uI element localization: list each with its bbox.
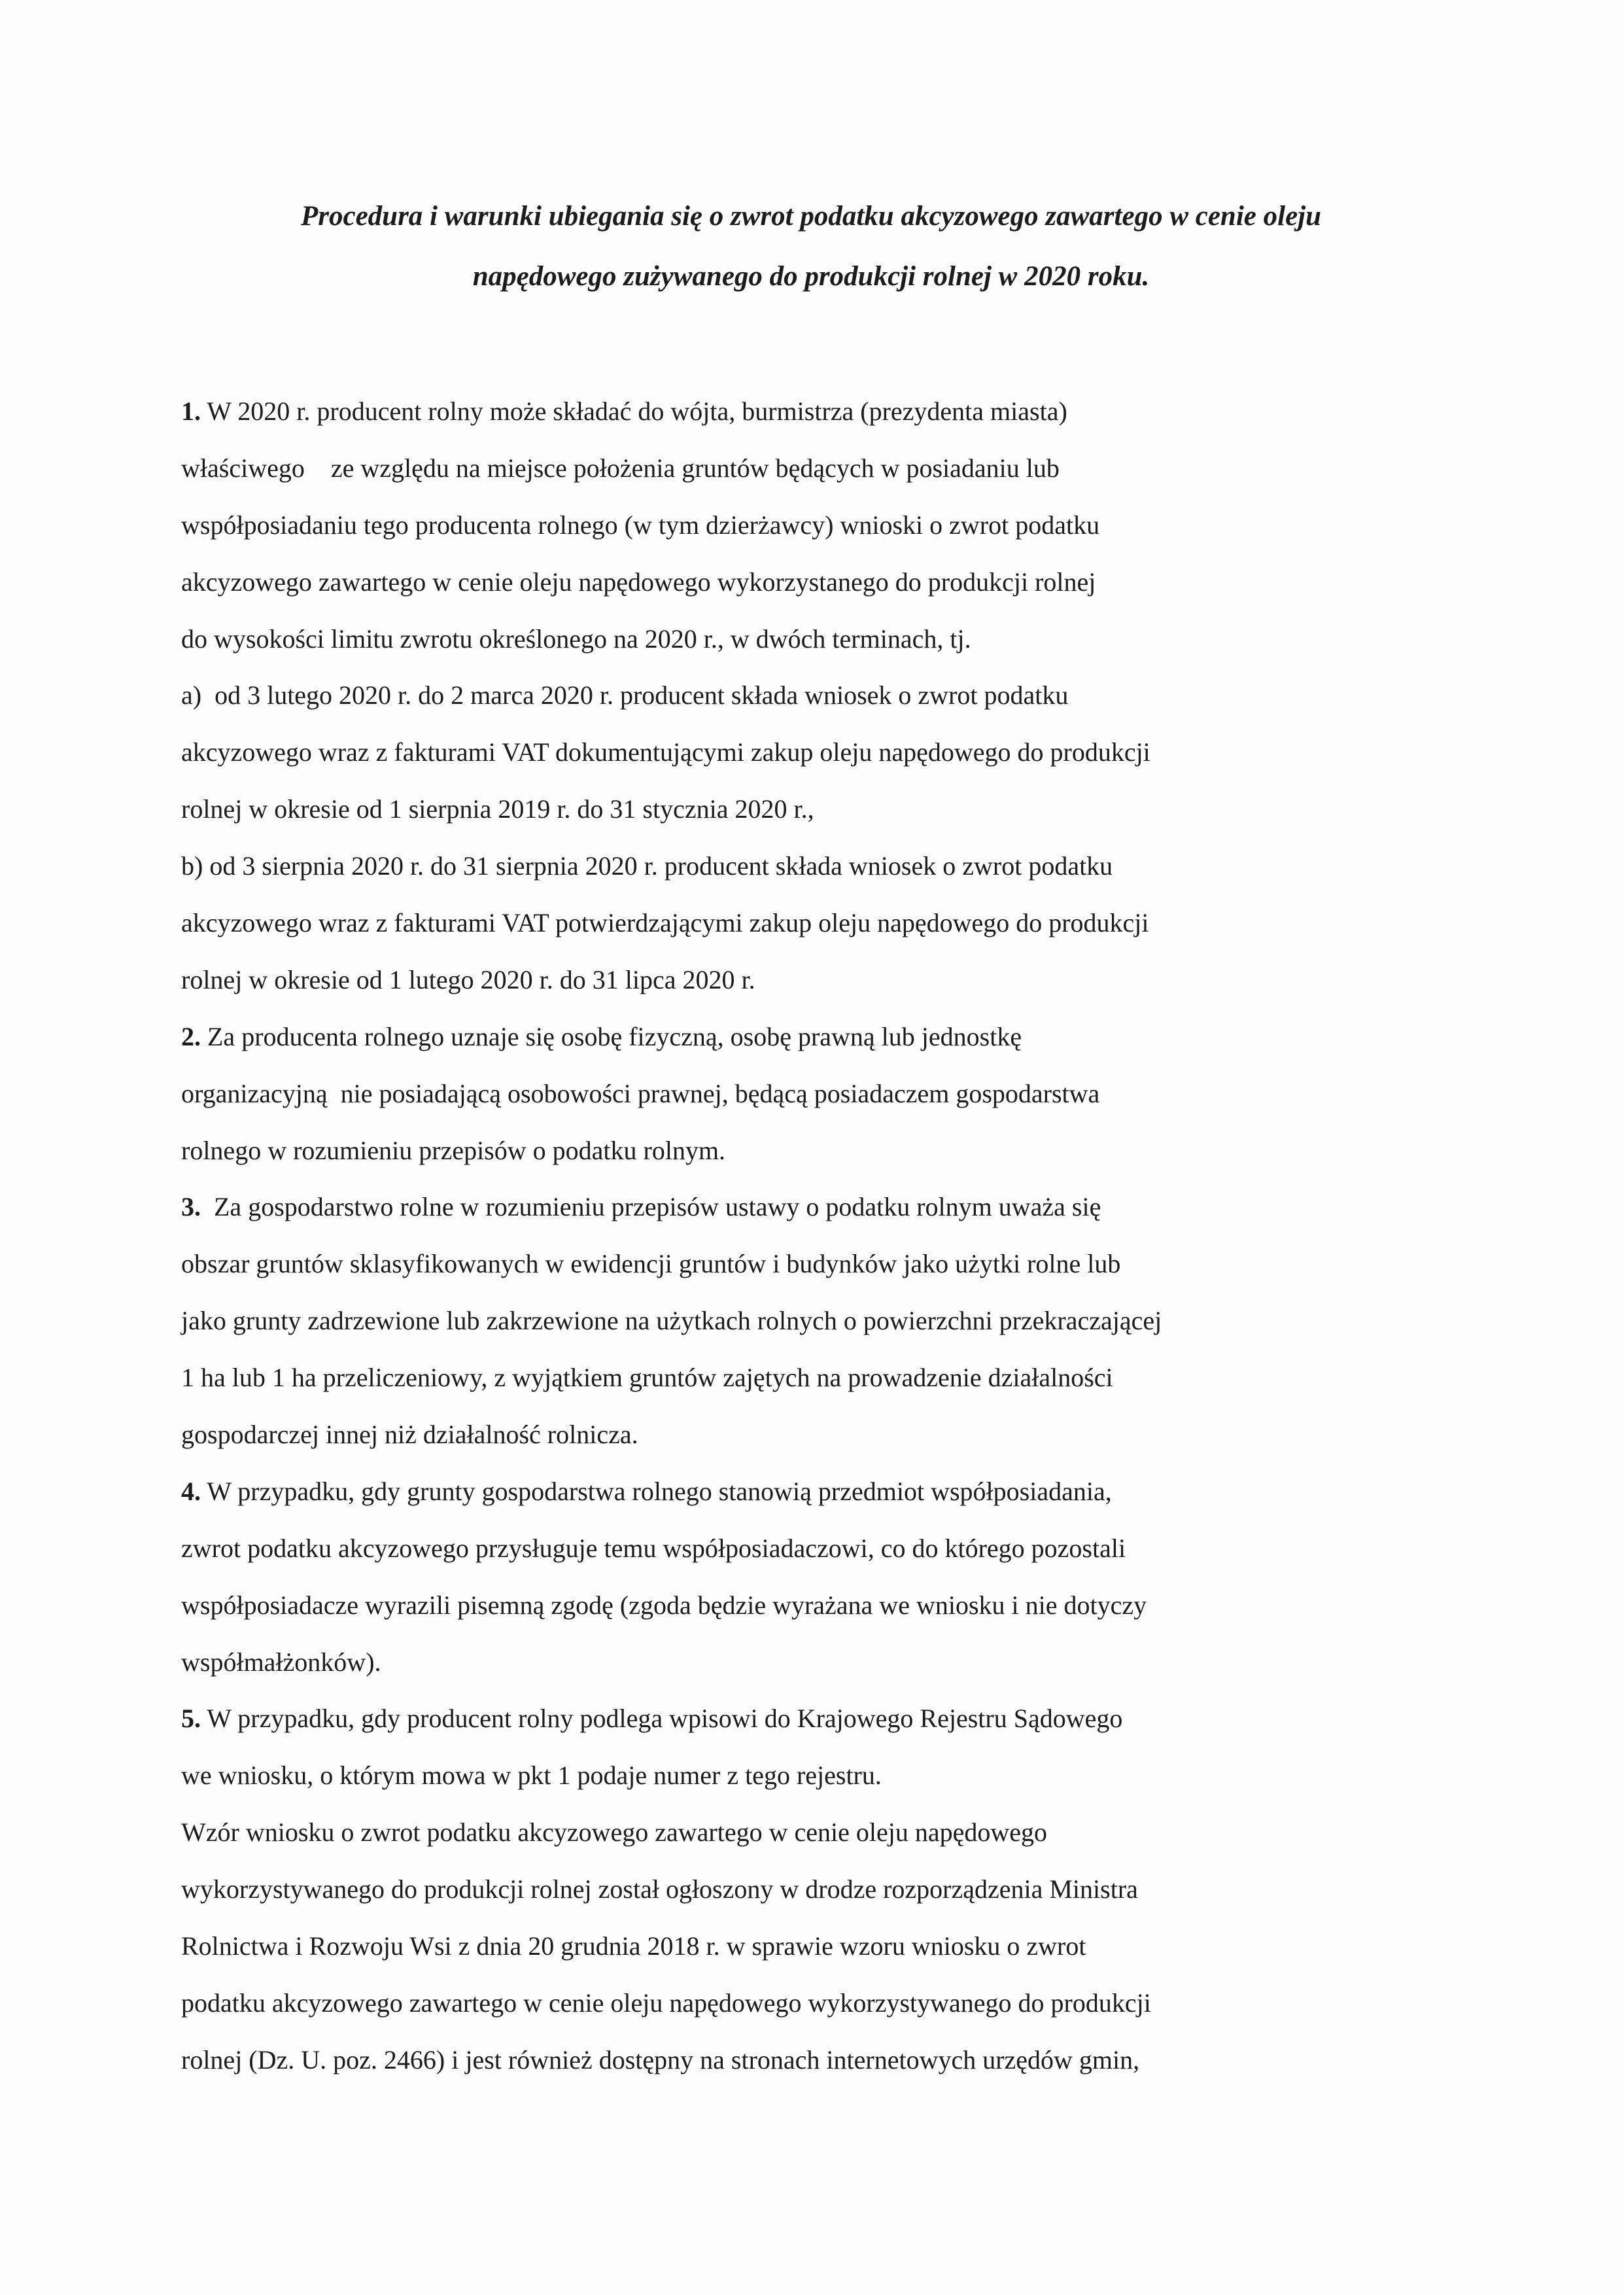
text-line: rolnego w rozumieniu przepisów o podatku rolnym.	[181, 1135, 726, 1165]
point-number: 5.	[181, 1704, 201, 1734]
text-line: akcyzowego zawartego w cenie oleju napędowego wykorzystanego do produkcji rolnej	[181, 567, 1096, 597]
point-4-line	[181, 1463, 1443, 1520]
text-line: rolnej (Dz. U. poz. 2466) i jest również dostępny na stronach internetowych urzędów gmin,	[181, 2044, 1140, 2075]
text-line: gospodarczej innej niż działalność rolnicza.	[181, 1420, 638, 1450]
text-line: zwrot podatku akcyzowego przysługuje temu współposiadaczowi, co do którego pozostali	[181, 1533, 1126, 1563]
point-number: 2.	[181, 1021, 201, 1051]
text-line: właściwego ze względu na miejsce położenia gruntów będących w posiadaniu lub	[181, 453, 1060, 483]
text-line: obszar gruntów sklasyfikowanych w ewidencji gruntów i budynków jako użytki rolne lub	[181, 1249, 1121, 1279]
point-3-line	[181, 1179, 1443, 1236]
text-line: współmałżonków).	[181, 1647, 381, 1677]
point-text: Za producenta rolnego uznaje się osobę fizyczną, osobę prawną lub jednostkę	[201, 1021, 1022, 1051]
text-line: do wysokości limitu zwrotu określonego na 2020 r., w dwóch terminach, tj.	[181, 623, 971, 654]
text-line: wykorzystywanego do produkcji rolnej został ogłoszony w drodze rozporządzenia Ministra	[181, 1874, 1138, 1904]
text-line: Rolnictwa i Rozwoju Wsi z dnia 20 grudnia 2018 r. w sprawie wzoru wniosku o zwrot	[181, 1931, 1086, 1961]
point-1-line	[181, 383, 1443, 440]
text-line: rolnej w okresie od 1 sierpnia 2019 r. do 31 stycznia 2020 r.,	[181, 794, 814, 824]
point-text: W przypadku, gdy producent rolny podlega wpisowi do Krajowego Rejestru Sądowego	[201, 1704, 1123, 1734]
point-2-line	[181, 1009, 1443, 1066]
text-line: organizacyjną nie posiadającą osobowości prawnej, będącą posiadaczem gospodarstwa	[181, 1078, 1100, 1108]
text-line: we wniosku, o którym mowa w pkt 1 podaje numer z tego rejestru.	[181, 1761, 882, 1791]
subpoint-a-line: a) od 3 lutego 2020 r. do 2 marca 2020 r. producent składa wniosek o zwrot podatku	[181, 680, 1069, 710]
title-line-2: napędowego zużywanego do produkcji rolnej w 2020 roku.	[472, 261, 1150, 292]
point-number: 3.	[181, 1192, 201, 1222]
point-number: 1.	[181, 396, 201, 426]
text-line: podatku akcyzowego zawartego w cenie oleju napędowego wykorzystywanego do produkcji	[181, 1988, 1151, 2018]
text-line: rolnej w okresie od 1 lutego 2020 r. do 31 lipca 2020 r.	[181, 964, 755, 994]
text-line: współposiadacze wyrazili pisemną zgodę (zgoda będzie wyrażana we wniosku i nie dotyczy	[181, 1590, 1147, 1620]
text-line: akcyzowego wraz z fakturami VAT potwierdzającymi zakup oleju napędowego do produkcji	[181, 908, 1149, 938]
point-text: W przypadku, gdy grunty gospodarstwa rolnego stanowią przedmiot współposiadania,	[201, 1476, 1112, 1506]
point-text: Za gospodarstwo rolne w rozumieniu przepisów ustawy o podatku rolnym uważa się	[201, 1192, 1101, 1222]
text-line: Wzór wniosku o zwrot podatku akcyzowego zawartego w cenie oleju napędowego	[181, 1817, 1047, 1848]
text-line: jako grunty zadrzewione lub zakrzewione na użytkach rolnych o powierzchni przekraczającej	[181, 1306, 1162, 1336]
point-text: W 2020 r. producent rolny może składać do wójta, burmistrza (prezydenta miasta)	[201, 396, 1067, 426]
subpoint-b-line: b) od 3 sierpnia 2020 r. do 31 sierpnia 2020 r. producent składa wniosek o zwrot podatku	[181, 851, 1113, 881]
point-5-line	[181, 1691, 1443, 1747]
text-line: współposiadaniu tego producenta rolnego (w tym dzierżawcy) wnioski o zwrot podatku	[181, 510, 1100, 540]
document-body	[181, 383, 1443, 2089]
title-line-1: Procedura i warunki ubiegania się o zwrot podatku akcyzowego zawartego w cenie oleju	[300, 201, 1322, 232]
point-number: 4.	[181, 1476, 201, 1506]
text-line: 1 ha lub 1 ha przeliczeniowy, z wyjątkiem gruntów zajętych na prowadzenie działalności	[181, 1363, 1113, 1393]
text-line: akcyzowego wraz z fakturami VAT dokumentującymi zakup oleju napędowego do produkcji	[181, 737, 1150, 767]
document-title	[196, 186, 1426, 307]
